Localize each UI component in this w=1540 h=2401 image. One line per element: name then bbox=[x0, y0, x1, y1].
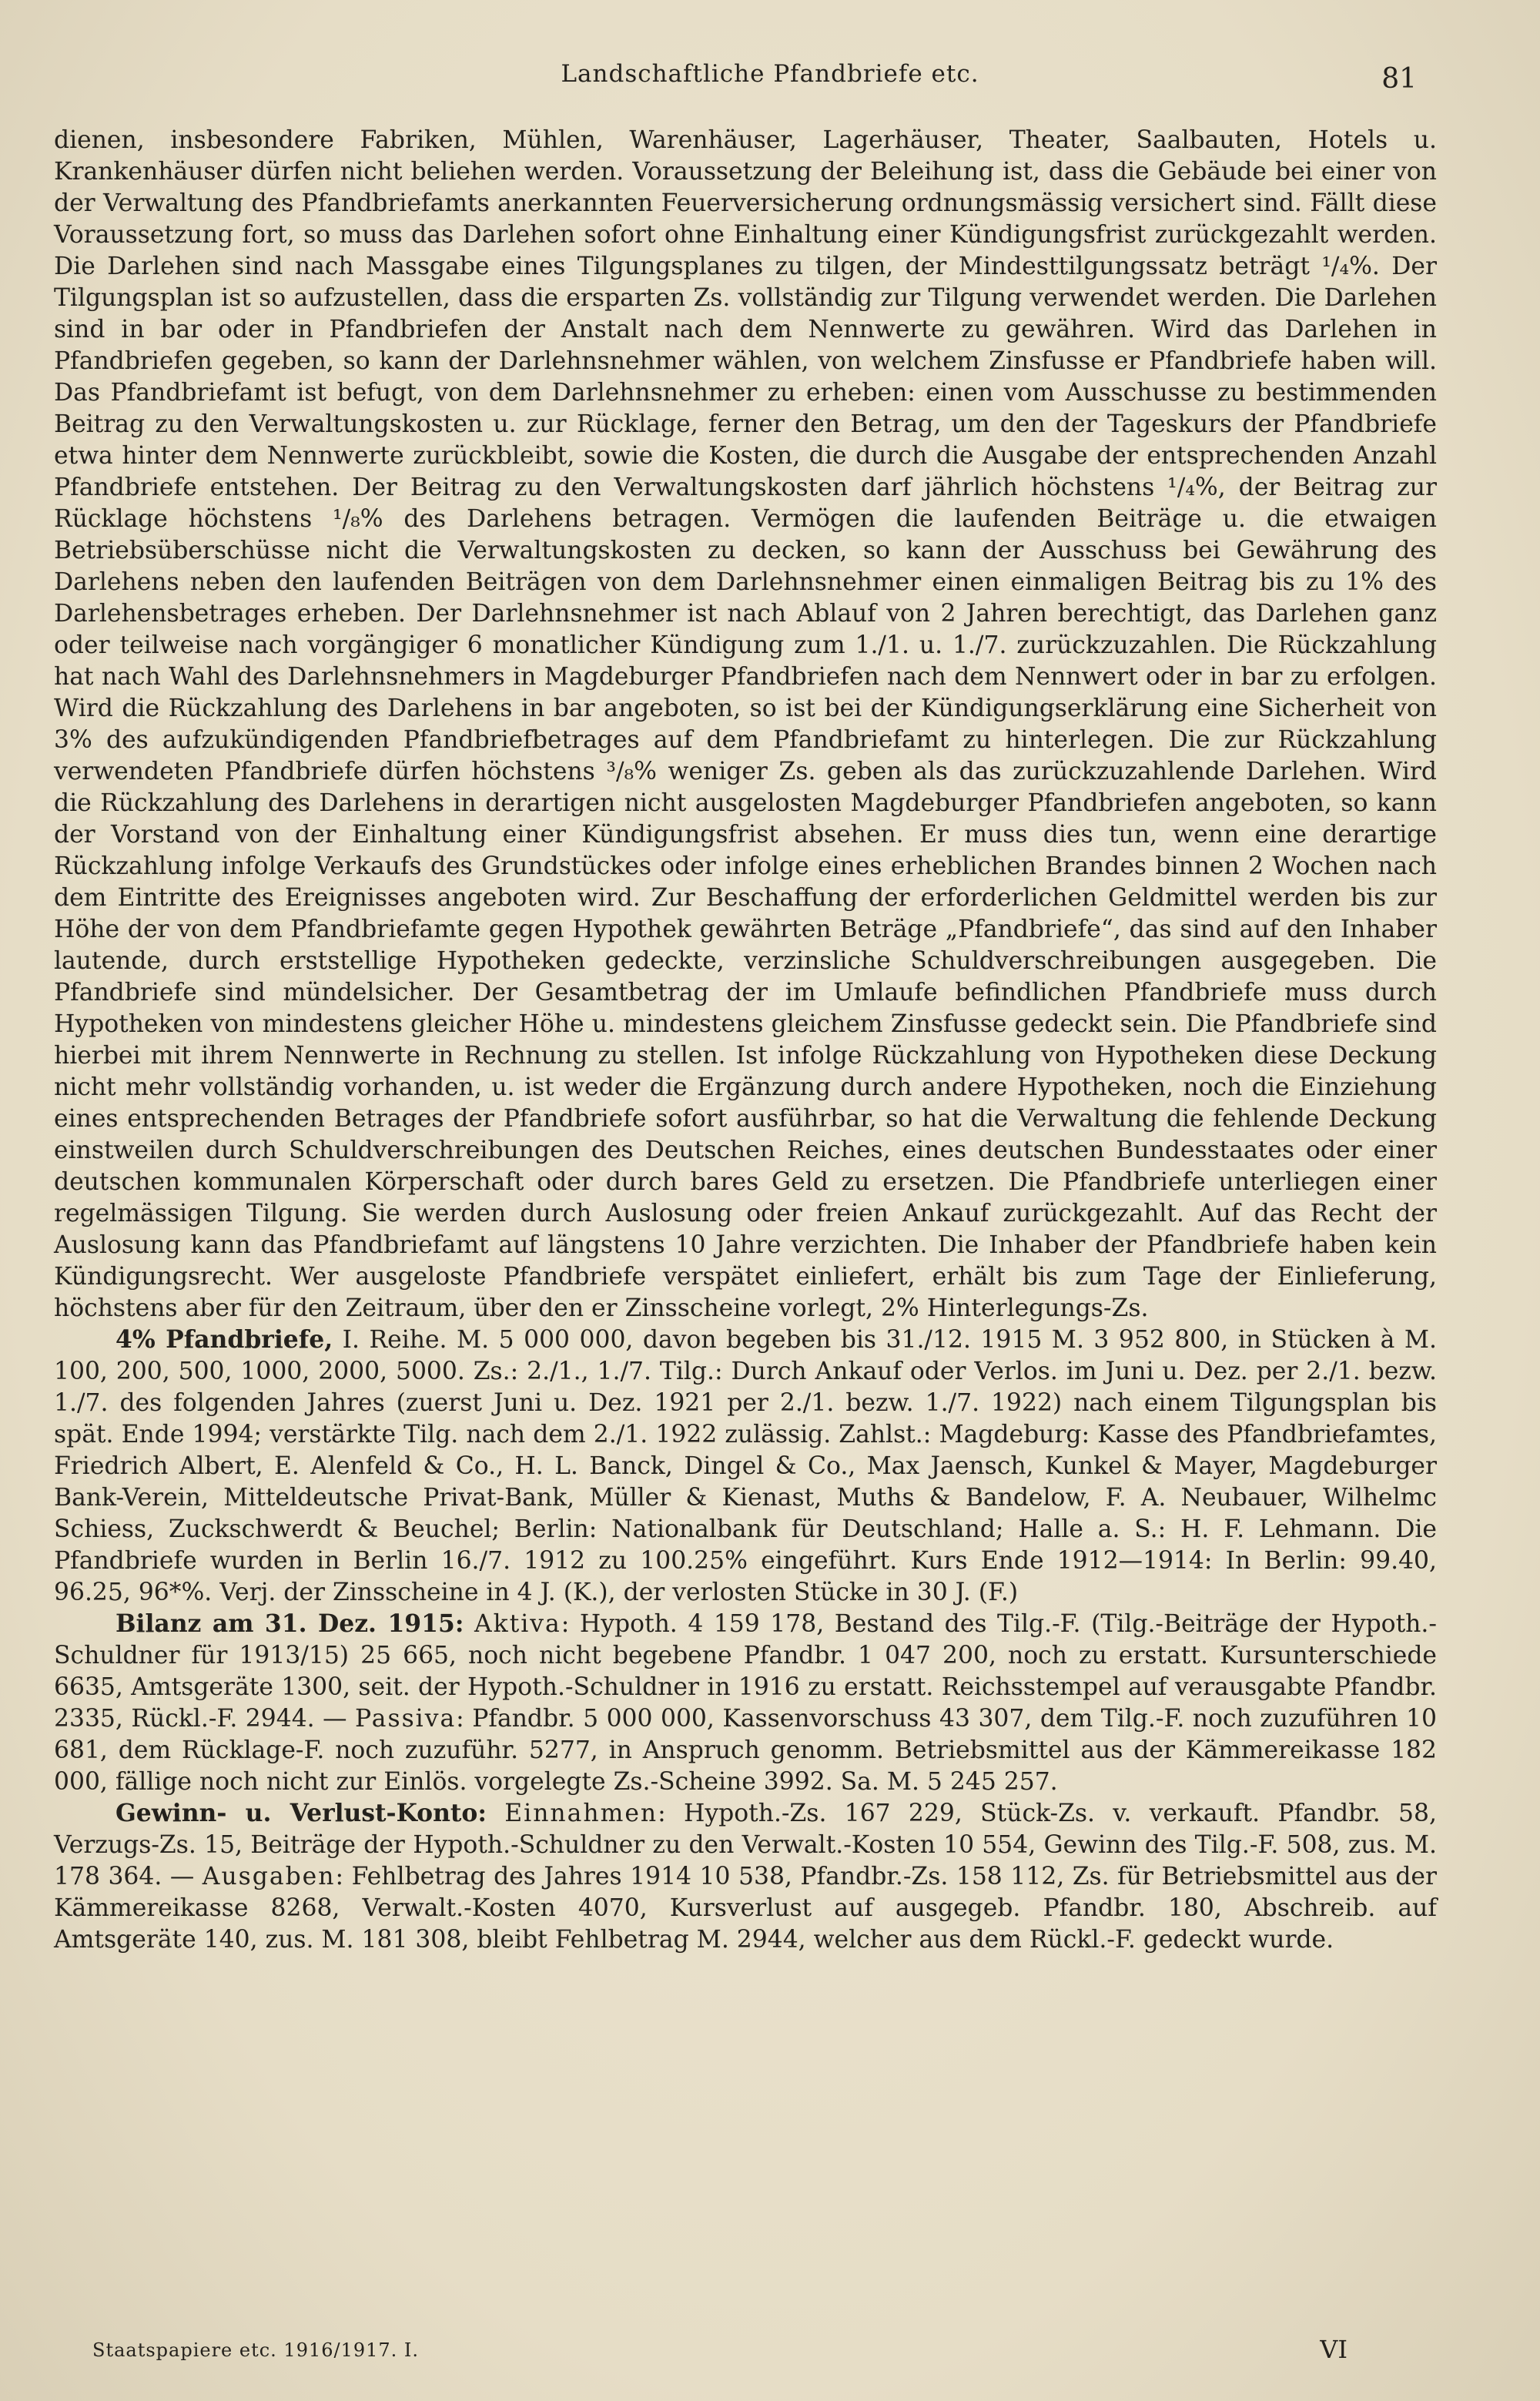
section-heading-bilanz: Bilanz am 31. Dez. 1915: bbox=[116, 1610, 464, 1638]
signature-mark: Staatspapiere etc. 1916/1917. I. bbox=[92, 2339, 420, 2361]
einnahmen-label: Einnahmen bbox=[504, 1800, 658, 1827]
paragraph-text: dienen, insbesondere Fabriken, Mühlen, Warenhäuser, Lagerhäuser, Theater, Saalbauten, Hotels u. Krankenhäuser dürfen nicht beliehen werden. Voraussetzung der Beleihung ist, dass die Gebäude bei einer von der Verwaltung des Pfandbriefamts anerkannten Feuerversicherung ordnungsmässig versichert sind. Fällt diese Voraussetzung fort, so muss das Darlehen sofort ohne Einhaltung einer Kündigungsfrist zurückgezahlt werden. Die Darlehen sind nach Massgabe eines Tilgungsplanes zu tilgen, der Mindesttilgungssatz beträgt ¹/₄%. Der Tilgungsplan ist so aufzustellen, dass die ersparten Zs. vollständig zur Tilgung verwendet werden. Die Darlehen sind in bar oder in Pfandbriefen der Anstalt nach dem Nennwerte zu gewähren. Wird das Darlehen in Pfandbriefen gegeben, so kann der Darlehnsnehmer wählen, von welchem Zinsfusse er Pfandbriefe haben will. Das Pfandbriefamt ist befugt, von dem Darlehnsnehmer zu erheben: einen vom Ausschusse zu bestimmenden Beitrag zu den Verwaltungskosten u. zur Rücklage, ferner den Betrag, um den der Tageskurs der Pfandbriefe etwa hinter dem Nennwerte zurückbleibt, sowie die Kosten, die durch die Ausgabe der entsprechenden Anzahl Pfandbriefe entstehen. Der Beitrag zu den Verwaltungskosten darf jährlich höchstens ¹/₄%, der Beitrag zur Rücklage höchstens ¹/₈% des Darlehens betragen. Vermögen die laufenden Beiträge u. die etwaigen Betriebsüberschüsse nicht die Verwaltungskosten zu decken, so kann der Ausschuss bei Gewährung des Darlehens neben den laufenden Beiträgen von dem Darlehnsnehmer einen einmaligen Beitrag bis zu 1% des Darlehensbetrages erheben. Der Darlehnsnehmer ist nach Ablauf von 2 Jahren berechtigt, das Darlehen ganz oder teilweise nach vorgängiger 6 monatlicher Kündigung zum 1./1. u. 1./7. zurückzuzahlen. Die Rückzahlung hat nach Wahl des Darlehnsnehmers in Magdeburger Pfandbriefen nach dem Nennwert oder in bar zu erfolgen. Wird die Rückzahlung des Darlehens in bar angeboten, so ist bei der Kündigungserklärung eine Sicherheit von 3% des aufzukündigenden Pfandbriefbetrages auf dem Pfandbriefamt zu hinterlegen. Die zur Rückzahlung verwendeten Pfandbriefe dürfen höchstens ³/₈% weniger Zs. geben als das zurückzuzahlende Darlehen. Wird die Rückzahlung des Darlehens in derartigen nicht ausgelosten Magdeburger Pfandbriefen angeboten, so kann der Vorstand von der Einhaltung einer Kündigungsfrist absehen. Er muss dies tun, wenn eine derartige Rückzahlung infolge Verkaufs des Grundstückes oder infolge eines erheblichen Brandes binnen 2 Wochen nach dem Eintritte des Ereignisses angeboten wird. Zur Beschaffung der erforderlichen Geldmittel werden bis zur Höhe der von dem Pfandbriefamte gegen Hypothek gewährten Beträge „Pfandbriefe“, das sind auf den Inhaber lautende, durch erststellige Hypotheken gedeckte, verzinsliche Schuldverschreibungen ausgegeben. Die Pfandbriefe sind mündelsicher. Der Gesamtbetrag der im Umlaufe befindlichen Pfandbriefe muss durch Hypotheken von mindestens gleicher Höhe u. mindestens gleichem Zinsfusse gedeckt sein. Die Pfandbriefe sind hierbei mit ihrem Nennwerte in Rechnung zu stellen. Ist infolge Rückzahlung von Hypotheken diese Deckung nicht mehr vollständig vorhanden, u. ist weder die Ergänzung durch andere Hypotheken, noch die Einziehung eines entsprechenden Betrages der Pfandbriefe sofort ausführbar, so hat die Verwaltung die fehlende Deckung einstweilen durch Schuldverschreibungen des Deutschen Reiches, eines deutschen Bundesstaates oder einer deutschen kommunalen Körperschaft oder durch bares Geld zu ersetzen. Die Pfandbriefe unterliegen einer regelmässigen Tilgung. Sie werden durch Auslosung oder freien Ankauf zurückgezahlt. Auf das Recht der Auslosung kann das Pfandbriefamt auf längstens 10 Jahre verzichten. Die Inhaber der Pfandbriefe haben kein Kündigungsrecht. Wer ausgeloste Pfandbriefe verspätet einliefert, erhält bis zum Tage der Einlieferung, höchstens aber für den Zeitraum, über den er Zinsscheine vorlegt, 2% Hinterlegungs-Zs. bbox=[54, 126, 1437, 1322]
paragraph-continuation bbox=[54, 125, 1437, 1324]
paragraph-pfandbriefe bbox=[54, 1324, 1437, 1609]
page-number: 81 bbox=[1381, 63, 1417, 95]
section-heading-pfandbriefe: 4% Pfandbriefe, bbox=[116, 1326, 333, 1354]
aktiva-label: Aktiva bbox=[474, 1610, 561, 1638]
page-footer bbox=[92, 2335, 1348, 2366]
paragraph-text: : Hypoth. 4 159 178, Bestand des Tilg.-F. (Tilg.-Beiträge der Hypoth.-Schuldner für 1913/15) 25 665, noch nicht begebene Pfandbr. 1 047 200, noch zu erstatt. Kursunterschiede 6635, Amtsgeräte 1300, seit. der Hypoth.-Schuldner in 1916 zu erstatt. Reichsstempel auf verausgabte Pfandbr. 2335, Rückl.-F. 2944. — bbox=[54, 1610, 1437, 1733]
paragraph-text: : Fehlbetrag des Jahres 1914 10 538, Pfandbr.-Zs. 158 112, Zs. für Betriebsmittel aus der Kämmereikasse 8268, Verwalt.-Kosten 4070, Kursverlust auf ausgegeb. Pfandbr. 180, Abschreib. auf Amtsgeräte 140, zus. M. 181 308, bleibt Fehlbetrag M. 2944, welcher aus dem Rückl.-F. gedeckt wurde. bbox=[54, 1863, 1437, 1954]
section-heading-gewinn-verlust: Gewinn- u. Verlust-Konto: bbox=[116, 1800, 487, 1827]
page-header bbox=[54, 54, 1486, 108]
body-text bbox=[54, 125, 1437, 1956]
paragraph-text: : Hypoth.-Zs. 167 229, Stück-Zs. v. verkauft. Pfandbr. 58, Verzugs-Zs. 15, Beiträge der Hypoth.-Schuldner zu den Verwalt.-Kosten 10 554, Gewinn des Tilg.-F. 508, zus. M. 178 364. — bbox=[54, 1800, 1437, 1890]
paragraph-text: I. Reihe. M. 5 000 000, davon begeben bis 31./12. 1915 M. 3 952 800, in Stücken à M. 100, 200, 500, 1000, 2000, 5000. Zs.: 2./1., 1./7. Tilg.: Durch Ankauf oder Verlos. im Juni u. Dez. per 2./1. bezw. 1./7. des folgenden Jahres (zuerst Juni u. Dez. 1921 per 2./1. bezw. 1./7. 1922) nach einem Tilgungsplan bis spät. Ende 1994; verstärkte Tilg. nach dem 2./1. 1922 zulässig. Zahlst.: Magdeburg: Kasse des Pfandbriefamtes, Friedrich Albert, E. Alenfeld & Co., H. L. Banck, Dingel & Co., Max Jaensch, Kunkel & Mayer, Magdeburger Bank-Verein, Mitteldeutsche Privat-Bank, Müller & Kienast, Muths & Bandelow, F. A. Neubauer, Wilhelmc Schiess, Zuckschwerdt & Beuchel; Berlin: Nationalbank für Deutschland; Halle a. S.: H. F. Lehmann. Die Pfandbriefe wurden in Berlin 16./7. 1912 zu 100.25% eingeführt. Kurs Ende 1912—1914: In Berlin: 99.40, 96.25, 96*%. Verj. der Zinsscheine in 4 J. (K.), der verlosten Stücke in 30 J. (F.) bbox=[54, 1326, 1437, 1606]
ausgaben-label: Ausgaben bbox=[202, 1863, 336, 1890]
paragraph-text: : Pfandbr. 5 000 000, Kassenvorschuss 43 307, dem Tilg.-F. noch zuzuführen 10 681, dem Rücklage-F. noch zuzuführ. 5277, in Anspruch genomm. Betriebsmittel aus der Kämmereikasse 182 000, fällige noch nicht zur Einlös. vorgelegte Zs.-Scheine 3992. Sa. M. 5 245 257. bbox=[54, 1705, 1438, 1796]
passiva-label: Passiva bbox=[355, 1705, 457, 1733]
running-title: Landschaftliche Pfandbriefe etc. bbox=[561, 60, 979, 88]
paragraph-gewinn-verlust bbox=[54, 1798, 1437, 1956]
paragraph-bilanz bbox=[54, 1609, 1437, 1798]
sheet-number: VI bbox=[1320, 2335, 1348, 2364]
